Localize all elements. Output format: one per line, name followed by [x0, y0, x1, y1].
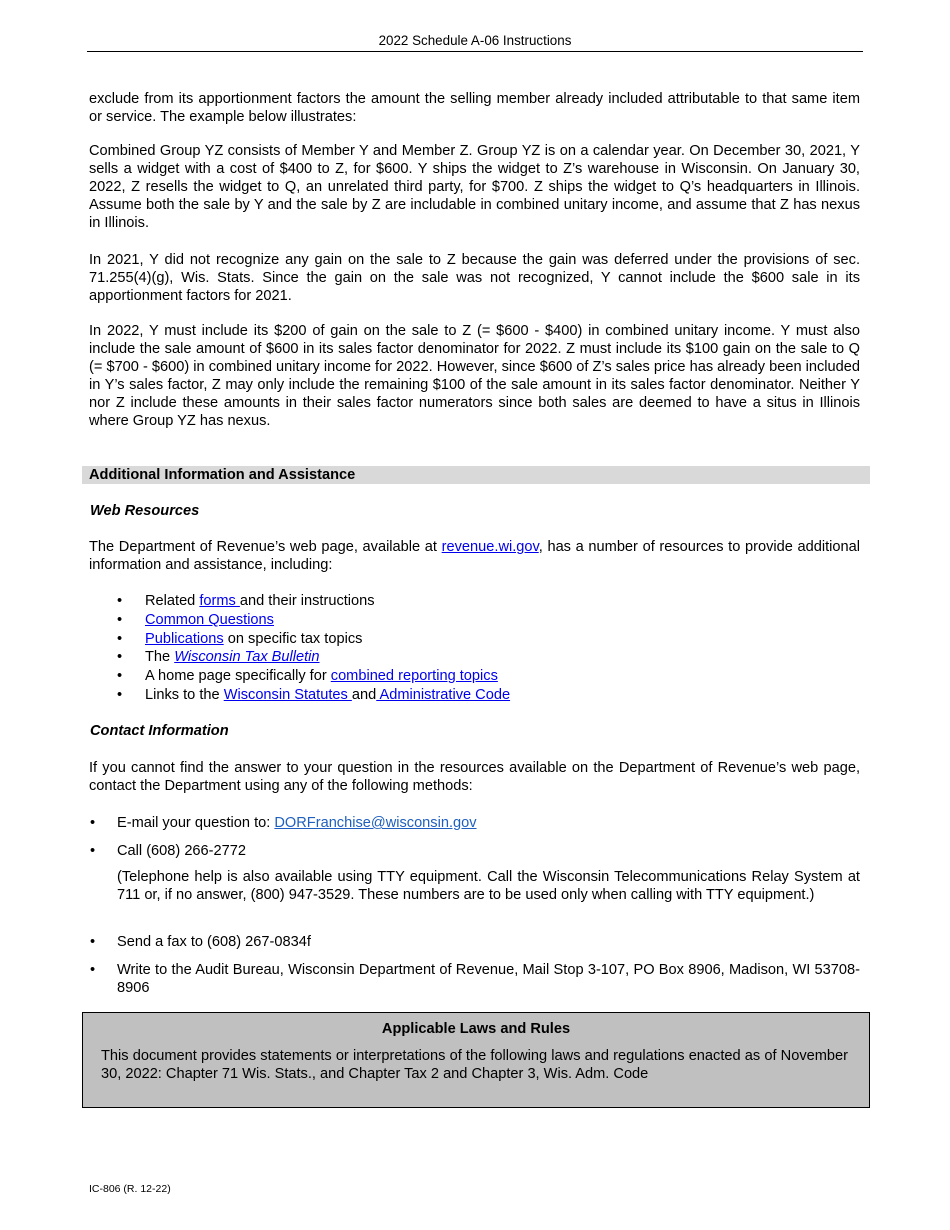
list-item: [117, 667, 510, 686]
write-text: Write to the Audit Bureau, Wisconsin Department of Revenue, Mail Stop 3-107, PO Box 8906, Madison, WI 53708-8906: [117, 962, 860, 996]
fax-text: Send a fax to (608) 267-0834f: [117, 934, 311, 950]
paragraph-example: Combined Group YZ consists of Member Y and Member Z. Group YZ is on a calendar year. On December 30, 2021, Y sells a widget with a cost of $400 to Z, for $600. Y ships the widget to Z’s warehouse in Wisconsin. On January 30, 2022, Z resells the widget to Q, an unrelated third party, for $700. Z ships the widget to Q’s headquarters in Illinois. Assume both the sale by Y and the sale by Z are includable in combined unitary income, and assume that Z has nexus in Illinois.: [89, 143, 860, 231]
combined-reporting-link[interactable]: combined reporting topics: [330, 668, 498, 685]
item-text: and their instructions: [239, 593, 375, 609]
item-text: Links to the: [145, 686, 224, 703]
contact-heading: Contact Information: [90, 723, 229, 739]
call-text: Call (608) 266-2772: [117, 843, 246, 859]
list-item: [117, 630, 510, 649]
bullet-icon: •: [117, 668, 123, 685]
web-intro-text: The Department of Revenue’s web page, available at: [89, 539, 442, 555]
item-text: Related: [145, 593, 200, 609]
laws-text: This document provides statements or interpretations of the following laws and regulations enacted as of November 30, 2022: Chapter 71 Wis. Stats., and Chapter Tax 2 and Chapter 3, Wis. Adm. Code: [101, 1048, 848, 1082]
page-header: 2022 Schedule A-06 Instructions: [87, 32, 863, 52]
contact-intro: If you cannot find the answer to your question in the resources available on the Department of Revenue’s web page, contact the Department using any of the following methods:: [89, 760, 860, 794]
item-text: A home page specifically for: [145, 668, 331, 685]
laws-title: Applicable Laws and Rules: [381, 1021, 571, 1037]
list-item: [117, 611, 510, 630]
bullet-icon: •: [90, 843, 96, 859]
list-item: [117, 686, 510, 705]
paragraph-2021: In 2021, Y did not recognize any gain on the sale to Z because the gain was deferred under the provisions of sec. 71.255(4)(g), Wis. Stats. Since the gain on the sale was not recognized, Y cannot include the $600 sale in its apportionment factors for 2021.: [89, 252, 860, 304]
email-text: E-mail your question to:: [117, 815, 275, 831]
web-resources-heading: Web Resources: [90, 503, 200, 519]
contact-call: [90, 842, 860, 860]
bullet-icon: •: [90, 815, 96, 831]
form-id: IC-806 (R. 12-22): [89, 1183, 171, 1195]
bullet-icon: •: [117, 611, 123, 628]
forms-link[interactable]: forms: [199, 593, 240, 609]
contact-tty: [90, 868, 860, 904]
statutes-link[interactable]: Wisconsin Statutes: [223, 686, 352, 703]
paragraph-intro: exclude from its apportionment factors the amount the selling member already included attributable to that same item or service. The example below illustrates:: [89, 91, 860, 125]
common-questions-link[interactable]: Common Questions: [145, 611, 274, 628]
contact-fax: [90, 933, 860, 951]
bullet-icon: •: [117, 649, 123, 666]
web-intro: [89, 538, 860, 574]
section-title: Additional Information and Assistance: [89, 467, 356, 483]
revenue-link[interactable]: revenue.wi.gov: [441, 539, 539, 555]
tax-bulletin-link[interactable]: Wisconsin Tax Bulletin: [174, 649, 320, 666]
list-item: [117, 648, 510, 667]
list-item: [117, 592, 510, 611]
admin-code-link[interactable]: Administrative Code: [376, 686, 511, 703]
applicable-laws-box: [82, 1012, 870, 1108]
contact-email: [90, 814, 860, 832]
bullet-icon: •: [90, 962, 96, 978]
bullet-icon: •: [117, 686, 123, 703]
web-intro-text-after: , has a number of resources to provide additional information and assistance, including:: [89, 539, 860, 573]
section-band: [82, 466, 870, 484]
email-link[interactable]: DORFranchise@wisconsin.gov: [274, 815, 477, 831]
bullet-icon: •: [117, 630, 123, 647]
resource-list: [117, 592, 510, 705]
tty-text: (Telephone help is also available using TTY equipment. Call the Wisconsin Telecommunications Relay System at 711 or, if no answer, (800) 947-3529. These numbers are to be used only when calling with TTY equipment.): [117, 869, 860, 903]
publications-link[interactable]: Publications: [145, 630, 224, 647]
item-text: and: [351, 686, 377, 703]
item-text: The: [145, 649, 175, 666]
paragraph-2022: In 2022, Y must include its $200 of gain on the sale to Z (= $600 - $400) in combined unitary income. Y must also include the sale amount of $600 in its sales factor denominator for 2022. Z must include its $100 gain on the sale to Q (= $700 - $600) in combined unitary income for 2022. However, since $600 of Z’s sales price has already been included in Y’s sales factor, Z may only include the remaining $100 of the sale amount in its sales factor denominator. Neither Y nor Z include these amounts in their sales factor numerators since both sales are deemed to have a situs in Illinois where Group YZ has nexus.: [89, 323, 860, 429]
bullet-icon: •: [90, 934, 96, 950]
bullet-icon: •: [117, 593, 123, 609]
contact-write: [90, 961, 860, 997]
item-text: on specific tax topics: [223, 630, 363, 647]
